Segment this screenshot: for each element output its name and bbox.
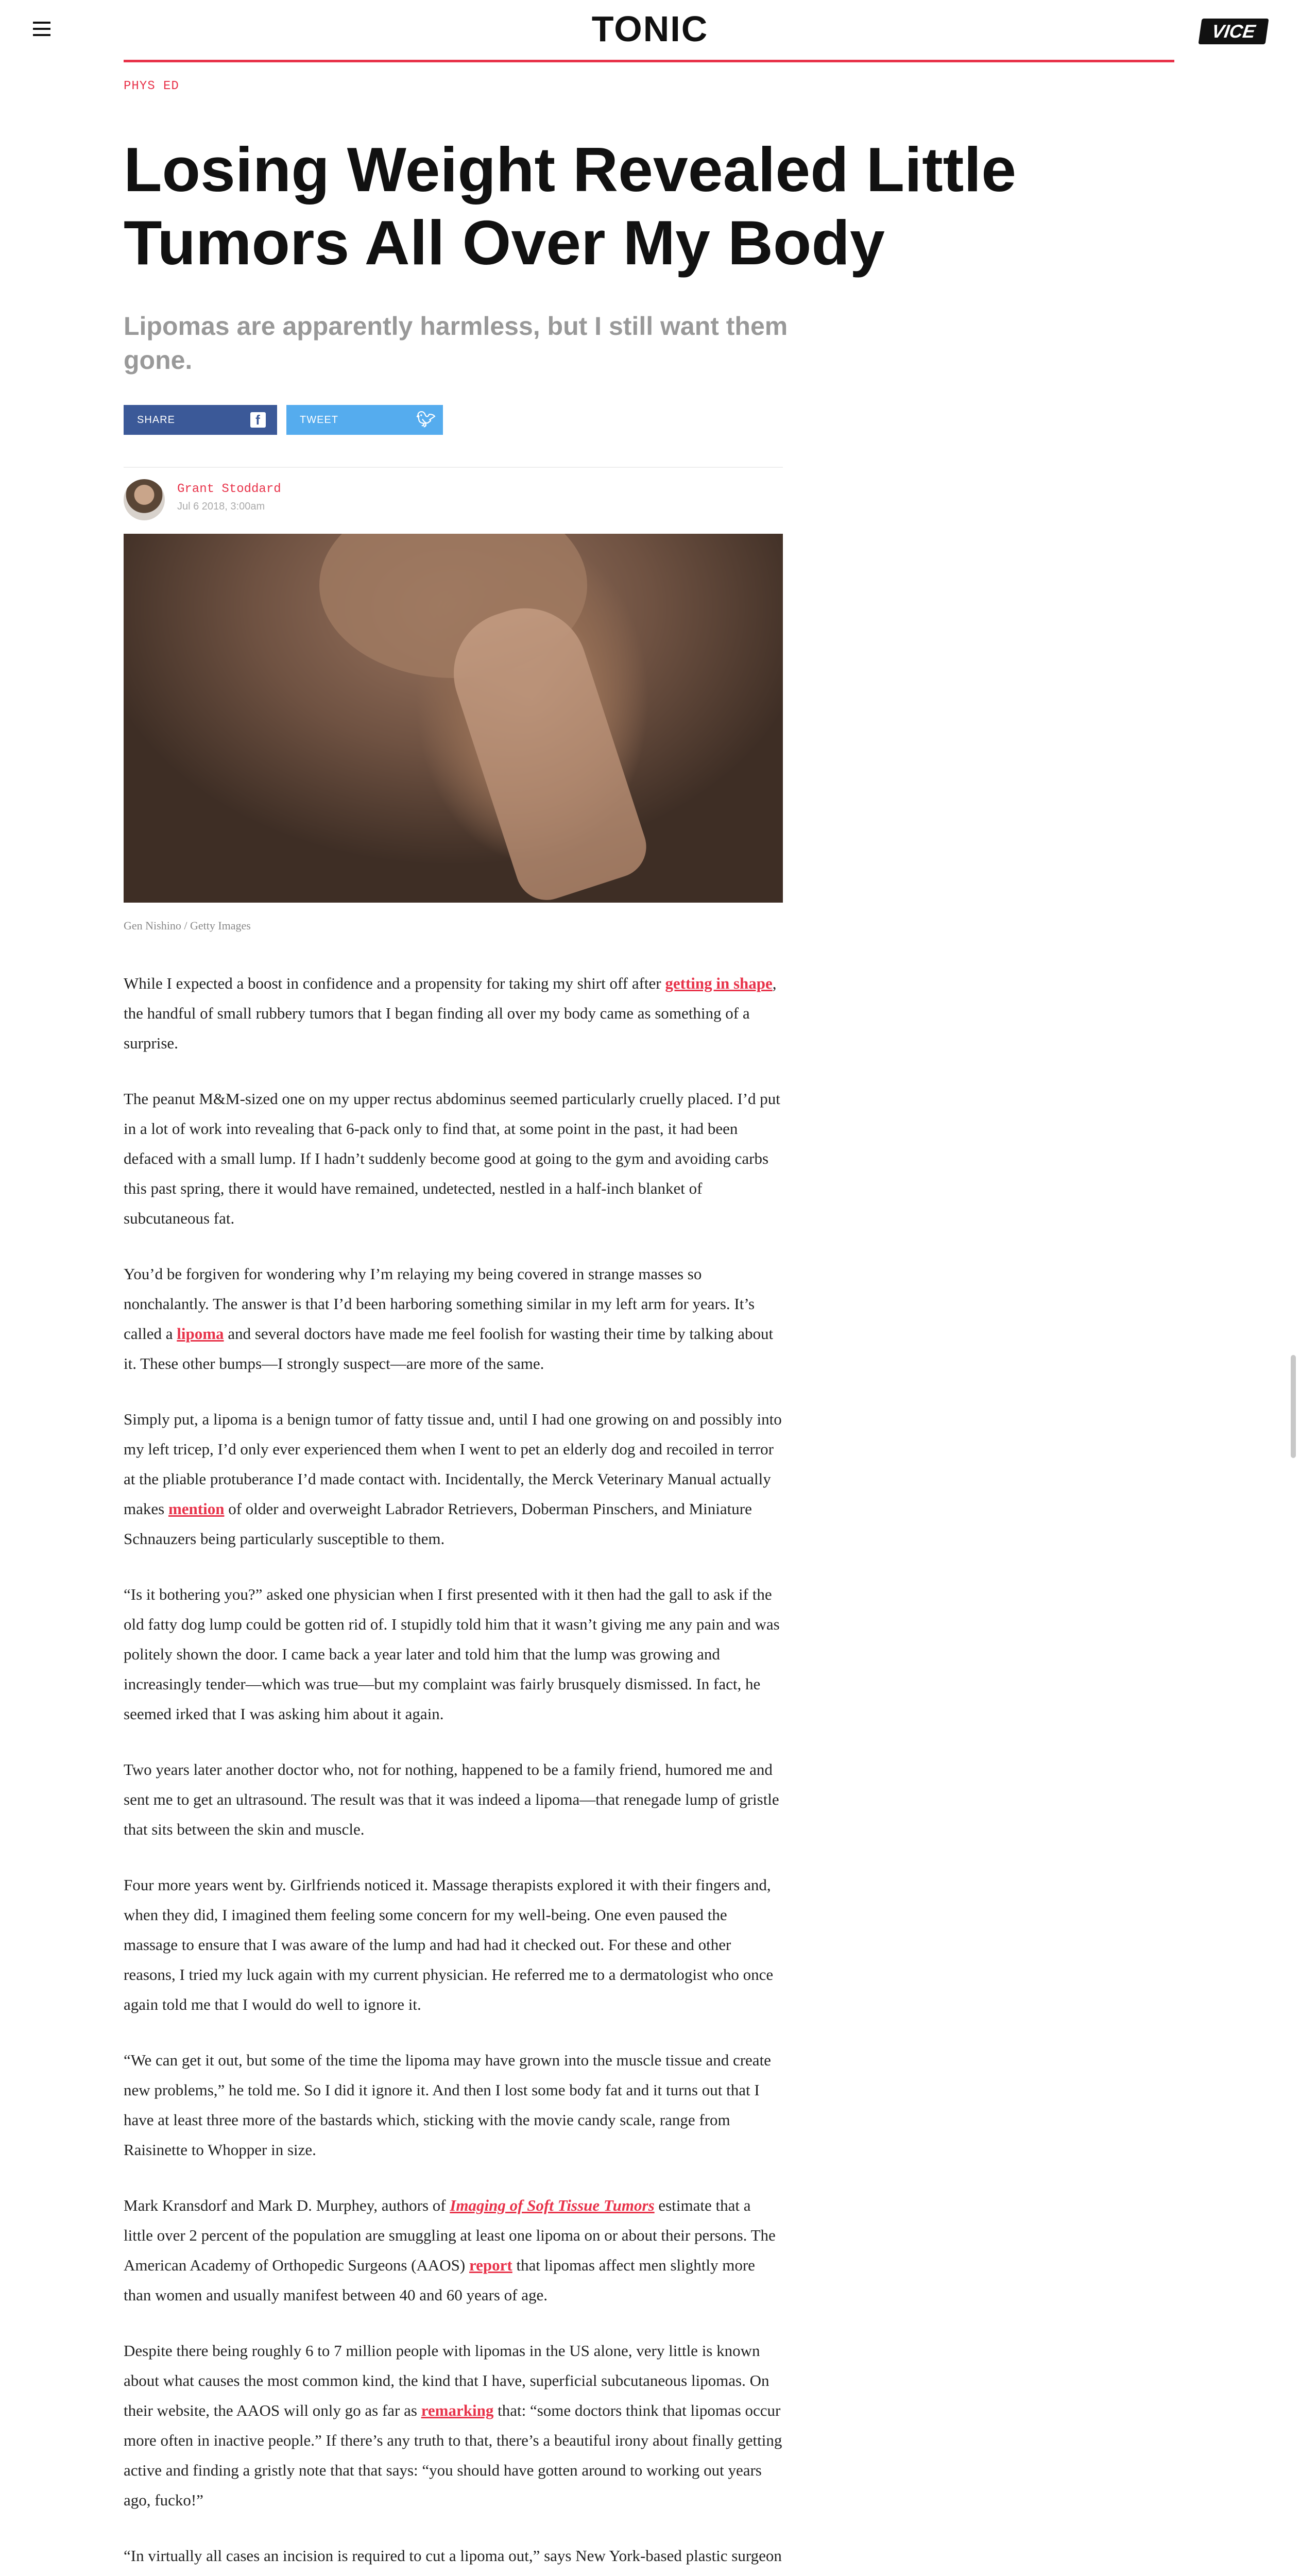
share-label: SHARE bbox=[137, 414, 175, 426]
twitter-bird-icon: 🐦︎ bbox=[416, 411, 437, 428]
paragraph: Despite there being roughly 6 to 7 million people with lipomas in the US alone, very little is known about what causes the most common kind, the kind that I have, superficial subcutaneous lipomas. On their website, the AAOS will only go as far as remarking that: “some doctors think that lipomas occur more often in inactive people.” If there’s any truth to that, there’s a beautiful irony about finally getting active and finding a gristly note that that says: “you should have gotten around to working out years ago, fucko!” bbox=[124, 2342, 782, 2509]
facebook-icon: f bbox=[250, 412, 266, 428]
header-divider bbox=[124, 60, 1174, 62]
facebook-share-button[interactable] bbox=[124, 405, 277, 435]
vice-logo[interactable]: VICE bbox=[1198, 19, 1269, 44]
article-body bbox=[124, 969, 783, 2576]
paragraph: You’d be forgiven for wondering why I’m relaying my being covered in strange masses so nonchalantly. The answer is that I’d been harboring something similar in my left arm for years. It’s called a lipoma and several doctors have made me feel foolish for wasting their time by talking about it. These other bumps—I strongly suspect—are more of the same. bbox=[124, 1265, 774, 1372]
paragraph: While I expected a boost in confidence and a propensity for taking my shirt off after getting in shape, the handful of small rubbery tumors that I began finding all over my body came as something of a surprise. bbox=[124, 974, 777, 1052]
paragraph: Four more years went by. Girlfriends noticed it. Massage therapists explored it with their fingers and, when they did, I imagined them feeling some concern for my well-being. One even paused the massage to ensure that I was aware of the lump and had had it checked out. For these and other reasons, I tried my luck again with my current physician. He referred me to a dermatologist who once again told me that I would do well to ignore it. bbox=[124, 1876, 774, 2013]
paragraph: “In virtually all cases an incision is required to cut a lipoma out,” says New York-based plastic surgeon bbox=[124, 2547, 782, 2565]
paragraph: Simply put, a lipoma is a benign tumor of fatty tissue and, until I had one growing on and possibly into my left tricep, I’d only ever experienced them when I went to pet an elderly dog and recoiled in terror at the pliable protuberance I’d made contact with. Incidentally, the Merck Veterinary Manual actually makes mention of older and overweight Labrador Retrievers, Doberman Pinschers, and Miniature Schnauzers being particularly susceptible to them. bbox=[124, 1410, 782, 1548]
paragraph: Mark Kransdorf and Mark D. Murphey, authors of Imaging of Soft Tissue Tumors estimate that a little over 2 percent of the population are smuggling at least one lipoma on or about their persons. The American Academy of Orthopedic Surgeons (AAOS) report that lipomas affect men slightly more than women and usually manifest between 40 and 60 years of age. bbox=[124, 2196, 776, 2304]
scrollbar-thumb[interactable] bbox=[1291, 1355, 1296, 1458]
article-dek: Lipomas are apparently harmless, but I still want them gone. bbox=[124, 312, 788, 375]
site-logo-tonic[interactable]: TONIC bbox=[591, 9, 709, 49]
article-title: Losing Weight Revealed Little Tumors All Over My Body bbox=[124, 134, 1017, 278]
imaging-soft-tissue-tumors-link[interactable]: Imaging of Soft Tissue Tumors bbox=[450, 2196, 655, 2214]
byline-divider bbox=[124, 467, 783, 468]
lipoma-link[interactable]: lipoma bbox=[177, 1325, 224, 1343]
section-link[interactable]: PHYS ED bbox=[124, 79, 179, 93]
twitter-share-button[interactable] bbox=[286, 405, 443, 435]
hero-image-hand bbox=[438, 592, 654, 903]
paragraph: “Is it bothering you?” asked one physician when I first presented with it then had the gall to ask if the old fatty dog lump could be gotten rid of. I stupidly told him that it wasn’t giving me any pain and was politely shown the door. I came back a year later and told him that the lump was growing and increasingly tender—which was true—but my complaint was fairly brusquely dismissed. In fact, he seemed irked that I was asking him about it again. bbox=[124, 1585, 780, 1723]
paragraph: “We can get it out, but some of the time the lipoma may have grown into the muscle tissue and create new problems,” he told me. So I did it ignore it. And then I lost some body fat and it turns out that I have at least three more of the bastards which, sticking with the movie candy scale, range from Raisinette to Whopper in size. bbox=[124, 2051, 771, 2159]
report-link[interactable]: report bbox=[469, 2256, 512, 2274]
author-name[interactable]: Grant Stoddard bbox=[177, 482, 281, 496]
author-avatar[interactable] bbox=[124, 479, 165, 520]
site-header bbox=[0, 0, 1300, 61]
scrollbar[interactable] bbox=[1290, 0, 1298, 2576]
mention-link[interactable]: mention bbox=[168, 1500, 225, 1518]
tweet-label: TWEET bbox=[300, 414, 338, 426]
hero-image bbox=[124, 534, 783, 903]
getting-in-shape-link[interactable]: getting in shape bbox=[665, 974, 773, 992]
share-bar-top bbox=[124, 405, 443, 435]
paragraph: The peanut M&M-sized one on my upper rectus abdominus seemed particularly cruelly placed. I’d put in a lot of work into revealing that 6-pack only to find that, at some point in the past, it had been defaced with a small lump. If I hadn’t suddenly become good at going to the gym and avoiding carbs this past spring, there it would have remained, undetected, nestled in a half-inch blanket of subcutaneous fat. bbox=[124, 1090, 780, 1227]
image-caption: Gen Nishino / Getty Images bbox=[124, 919, 251, 932]
publish-date: Jul 6 2018, 3:00am bbox=[177, 501, 265, 512]
remarking-link[interactable]: remarking bbox=[421, 2401, 494, 2419]
paragraph: Two years later another doctor who, not for nothing, happened to be a family friend, humored me and sent me to get an ultrasound. The result was that it was indeed a lipoma—that renegade lump of gristle that sits between the skin and muscle. bbox=[124, 1760, 779, 1838]
